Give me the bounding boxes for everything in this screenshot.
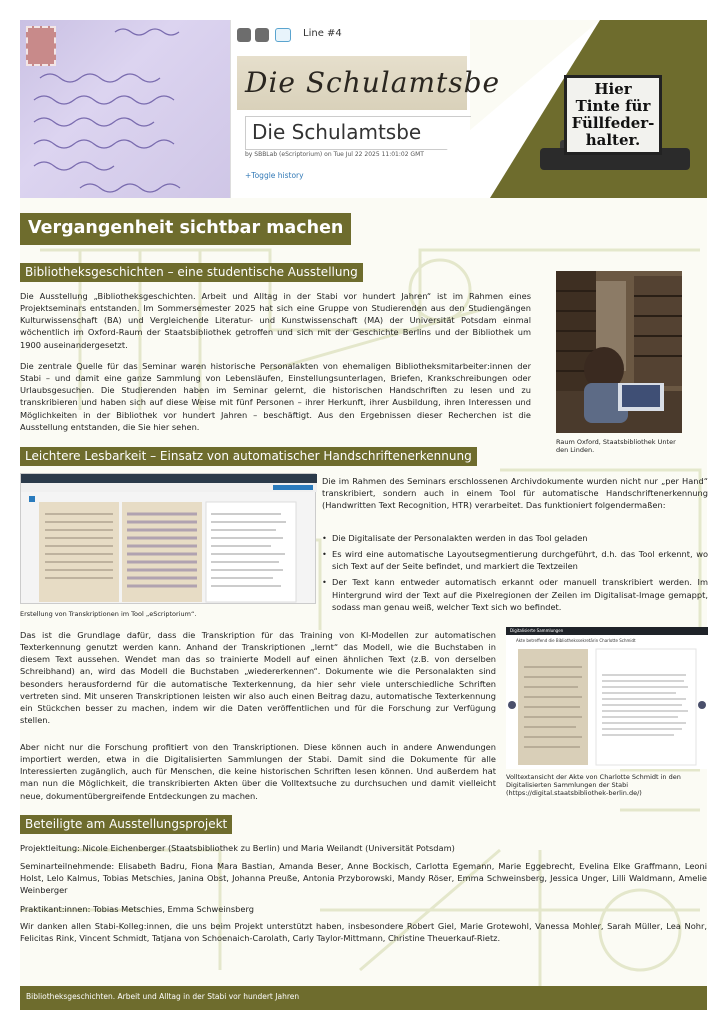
htr-steps-list (322, 532, 708, 617)
oxford-room-photo (556, 271, 682, 433)
toggle-history-link[interactable]: +Toggle history (245, 171, 304, 180)
section-heading-participants: Beteiligte am Ausstellungsprojekt (20, 815, 232, 834)
section1-paragraph-1: Die Ausstellung „Bibliotheksgeschichten. Arbeit und Alltag in der Stabi vor hundert Jahren“ ist im Rahmen eines Projektseminars entstanden. Im Sommersemester 2025 hat sich eine Gruppe von Studierenden aus den Studiengängen Kulturwissenschaft (BA) und Vergleichende Literatur- und Kunstwissenschaft (MA) der Universität Potsdam einmal wöchentlich im Oxford-Raum der Staatsbibliothek getroffen und sich mit der Geschichte Berlins und der Bibliothek um 1900 auseinandergesetzt. (20, 291, 531, 350)
handwriting-line-text: Die Schulamtsbe (245, 66, 501, 99)
interns: Praktikant:innen: Tobias Metschies, Emma Schweinsberg (20, 904, 254, 914)
section2-intro: Die im Rahmen des Seminars erschlossenen Archivdokumente wurden nicht nur „per Hand“ transkribiert, sondern auch in einem Tool für automatische Handschriftenerkennung (Handwritten Text Recognition, HTR) verarbeitet. Das funktioniert folgendermaßen: (322, 476, 708, 511)
escriptorium-caption: Erstellung von Transkriptionen im Tool „eScriptorium“. (20, 610, 197, 618)
poster (20, 20, 707, 1010)
header-collage (20, 20, 707, 198)
section2-paragraph-1: Das ist die Grundlage dafür, dass die Transkription für das Training von KI-Modellen zur automatischen Texterkennung genutzt werden kann. Anhand der Transkriptionen „lernt“ das Modell, wie die Buchstaben in diesem Text aussehen. Wendet man das so trainierte Modell auf einen ähnlichen Text (z.B. von derselben Schreibhand) an, wird das Modell die Buchstaben „wiedererkennen“. Dokumente wie die Personalakten sind besonders herausfordernd für die automatische Texterkennung, da hier sehr viele unterschiedliche Schriften vertreten sind. Mit unseren Transkriptionen leisten wir also auch einen Beitrag dazu, automatische Texterkennung ein Stückchen besser zu machen, indem wir die Daten veröffentlichen und für die Forschung zur Verfügung stellen. (20, 630, 496, 726)
digi-doc-title: Akte betreffend die Bibliothekssekretärin Charlotte Schmidt (516, 638, 636, 643)
escriptorium-tool-screenshot (20, 473, 316, 604)
ink-sign-line: Hier (594, 80, 632, 98)
section1-paragraph-2: Die zentrale Quelle für das Seminar waren historische Personalakten von ehemaligen Bibliotheksmitarbeiter:innen der Stabi – und damit eine ganze Sammlung von Lebensläufen, Einstellungsunterlagen, Briefen, Krankschreibungen oder Urlaubsgesuchen. Die Studierenden haben im Seminar gelernt, die historischen Handschriften zu lesen und zu transkribieren und haben sich auf diese Weise mit fünf Personen – ihrer Herkunft, ihrer Ausbildung, ihren Interessen und Möglichkeiten in der Bibliothek vor hundert Jahren – beschäftigt. Aus den Ergebnissen dieser Recherchen ist die Ausstellung entstanden, die Sie hier sehen. (20, 361, 531, 432)
next-line-icon[interactable] (255, 28, 269, 42)
footer-bar: Bibliotheksgeschichten. Arbeit und Alltag in der Stabi vor hundert Jahren (20, 986, 707, 1010)
section2-paragraph-2: Aber nicht nur die Forschung profitiert von den Transkriptionen. Diese können auch in andere Anwendungen importiert werden, etwa in die Digitalisierten Sammlungen der Stabi. Damit sind die Dokumente für alle Interessierten zugänglich, auch für Menschen, die keine historischen Schriften lesen können. Und außerdem hat man nun die Möglichkeit, die transkribierten Akten über die Volltextsuche zu durchsuchen und damit vielleicht neue, dokumentübergreifende Entdeckungen zu machen. (20, 742, 496, 801)
acknowledgements: Wir danken allen Stabi-Kolleg:innen, die uns beim Projekt unterstützt haben, insbesondere Robert Giel, Marie Grotewohl, Vanessa Mohler, Sarah Müller, Lea Nohr, Felicitas Rink, Vincent Schmidt, Tatjana von Schoenaich-Carolath, Carly Taylor-Mittmann, Christine Theuerkauf-Rietz. (20, 921, 707, 944)
transcription-text: Die Schulamtsbe (252, 120, 422, 144)
digi-app-title: Digitalisierte Sammlungen (510, 628, 564, 633)
list-item: • Die Digitalisate der Personalakten werden in das Tool geladen (322, 532, 708, 544)
main-heading: Vergangenheit sichtbar machen (20, 213, 351, 245)
section-heading-exhibition: Bibliotheksgeschichten – eine studentische Ausstellung (20, 263, 363, 282)
seminar-participants: Seminarteilnehmende: Elisabeth Badru, Fiona Mara Bastian, Amanda Beser, Anne Bockisch, Carlotta Egemann, Marie Eggebrecht, Evelina Elke Graffmann, Leoni Holst, Lelo Kalmus, Tobias Metschies, Janina Obst, Johanna Preuße, Antonia Przyborowski, Mandy Röser, Emma Schweinsberg, Jessica Unger, Lilli Waldmann, Amelie Weinberger (20, 861, 707, 896)
list-item: • Der Text kann entweder automatisch erkannt oder manuell transkribiert werden. Im Hintergrund wird der Text auf die Pixelregionen der Zeilen im Digitalisat-Image gemappt, sodass man genau weiß, welcher Text sich wo befindet. (322, 576, 708, 612)
line-number-label: Line #4 (303, 28, 342, 39)
oxford-photo-caption: Raum Oxford, Staatsbibliothek Unter den Linden. (556, 438, 676, 454)
prev-line-icon[interactable] (237, 28, 251, 42)
project-lead: Projektleitung: Nicole Eichenberger (Staatsbibliothek zu Berlin) und Maria Weilandt (Universität Potsdam) (20, 843, 455, 853)
ink-sign-line: Füllfeder- (571, 114, 655, 132)
ink-sign (564, 75, 662, 155)
ink-sign-line: halter. (585, 131, 641, 149)
keyboard-icon[interactable] (275, 28, 291, 42)
section-heading-htr: Leichtere Lesbarkeit – Einsatz von automatischer Handschriftenerkennung (20, 447, 477, 466)
handwritten-letter-image (20, 20, 230, 198)
list-item: • Es wird eine automatische Layoutsegmentierung durchgeführt, d.h. das Tool erkennt, wo sich Text auf der Seite befindet, und markiert die Textzeilen (322, 548, 708, 572)
transcription-meta: by SBBLab (eScriptorium) on Tue Jul 22 2025 11:01:02 GMT (245, 151, 424, 158)
digitized-collections-caption: Volltextansicht der Akte von Charlotte Schmidt in den Digitalisierten Sammlungen der Stabi (https://digital.staatsbibliothek-berlin.de/) (506, 773, 681, 797)
digitized-collections-screenshot (506, 627, 708, 769)
ink-sign-line: Tinte für (575, 97, 651, 115)
handwriting-lines (20, 20, 230, 198)
